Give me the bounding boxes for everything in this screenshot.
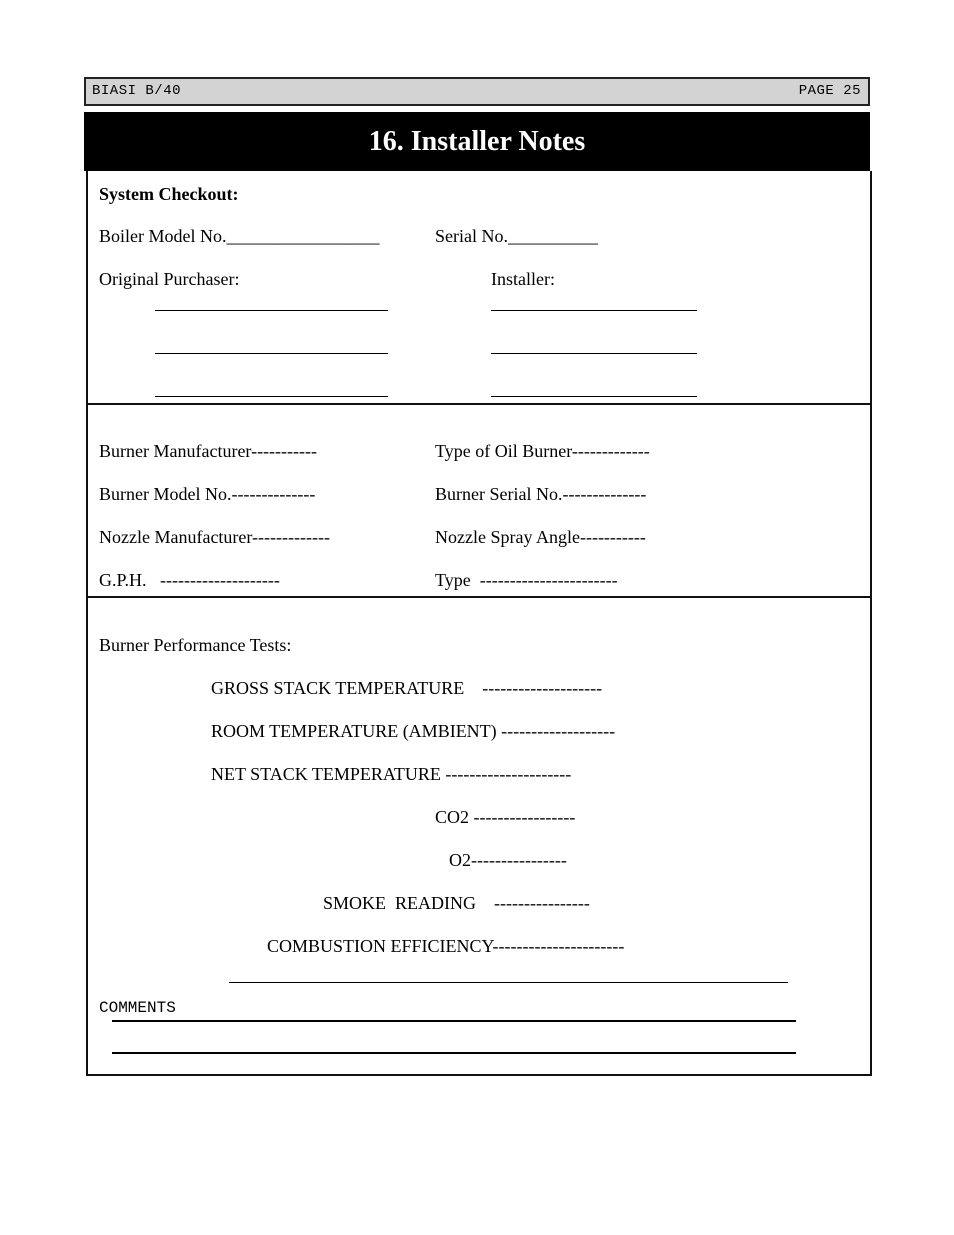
installer-line-2[interactable] <box>491 353 697 354</box>
purchaser-line-3[interactable] <box>155 396 388 397</box>
signature-line[interactable] <box>229 982 788 983</box>
burner-serial-field[interactable]: Burner Serial No.-------------- <box>435 484 647 504</box>
document-id: BIASI B/40 <box>92 83 182 99</box>
serial-field[interactable]: Serial No.__________ <box>435 226 598 246</box>
burner-model-field[interactable]: Burner Model No.-------------- <box>99 484 316 504</box>
installer-label: Installer: <box>491 269 555 289</box>
purchaser-line-1[interactable] <box>155 310 388 311</box>
type-field[interactable]: Type ----------------------- <box>435 570 618 590</box>
purchaser-label: Original Purchaser: <box>99 269 240 289</box>
nozzle-manufacturer-field[interactable]: Nozzle Manufacturer------------- <box>99 527 330 547</box>
system-checkout-heading: System Checkout: <box>99 184 239 204</box>
purchaser-line-2[interactable] <box>155 353 388 354</box>
nozzle-spray-angle-field[interactable]: Nozzle Spray Angle----------- <box>435 527 646 547</box>
burner-manufacturer-field[interactable]: Burner Manufacturer----------- <box>99 441 318 461</box>
gross-stack-temp-field[interactable]: GROSS STACK TEMPERATURE -------------------- <box>211 678 603 698</box>
installer-line-3[interactable] <box>491 396 697 397</box>
comments-line-1[interactable] <box>112 1020 796 1022</box>
comments-label: COMMENTS <box>99 999 176 1017</box>
page-number: PAGE 25 <box>798 83 861 99</box>
page-header <box>84 77 870 106</box>
combustion-efficiency-field[interactable]: COMBUSTION EFFICIENCY---------------------- <box>267 936 625 956</box>
performance-tests-section <box>86 596 872 1076</box>
smoke-reading-field[interactable]: SMOKE READING ---------------- <box>323 893 590 913</box>
comments-line-2[interactable] <box>112 1052 796 1054</box>
performance-tests-heading: Burner Performance Tests: <box>99 635 292 655</box>
room-temp-field[interactable]: ROOM TEMPERATURE (AMBIENT) ------------------- <box>211 721 616 741</box>
net-stack-temp-field[interactable]: NET STACK TEMPERATURE --------------------- <box>211 764 572 784</box>
gph-field[interactable]: G.P.H. -------------------- <box>99 570 280 590</box>
oil-burner-type-field[interactable]: Type of Oil Burner------------- <box>435 441 650 461</box>
installer-line-1[interactable] <box>491 310 697 311</box>
co2-field[interactable]: CO2 ----------------- <box>435 807 576 827</box>
o2-field[interactable]: O2---------------- <box>449 850 567 870</box>
page-title: 16. Installer Notes <box>84 112 870 171</box>
boiler-model-field[interactable]: Boiler Model No._________________ <box>99 226 380 246</box>
